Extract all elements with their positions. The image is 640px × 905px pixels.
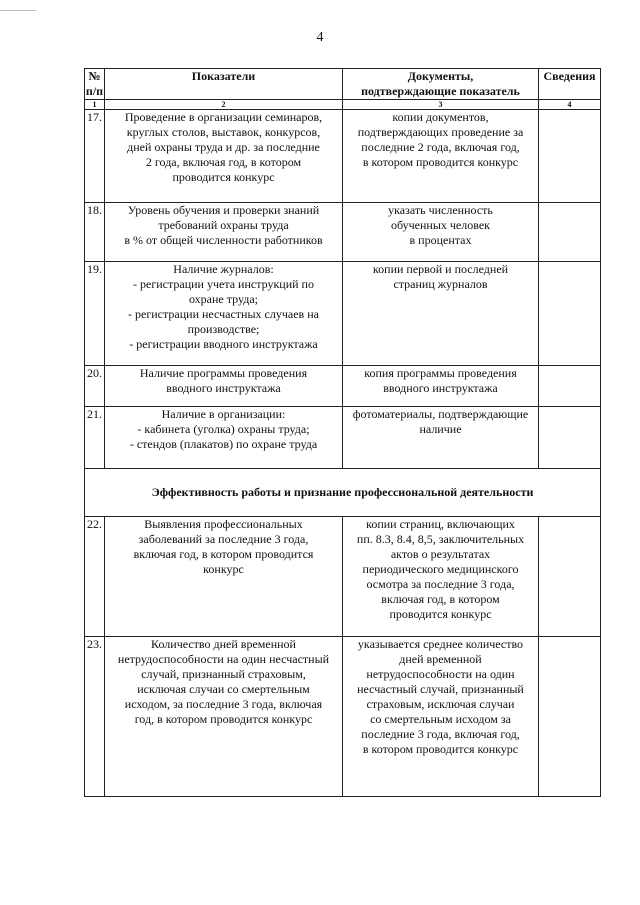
header-documents-line: Документы, [407,69,474,83]
indicator-line: нетрудоспособности на один несчастный [117,652,330,666]
row-number: 23. [85,637,105,797]
indicator-line: - кабинета (уголка) охраны труда; [137,422,310,436]
document-line: нетрудоспособности на один [366,667,515,681]
indicator-line: охране труда; [188,292,259,306]
indicator-line: в % от общей численности работников [124,233,323,247]
indicator-line: Количество дней временной [151,637,296,651]
indicator-cell [105,407,343,469]
indicator-cell [105,262,343,366]
indicator-cell [105,110,343,203]
row-number: 22. [85,517,105,637]
header-info-label: Сведения [543,69,596,83]
document-line: страховым, исключая случаи [366,697,515,711]
col-number: 3 [343,100,539,110]
document-line: последние 3 года, включая год, [361,727,520,741]
indicator-cell [105,366,343,407]
scan-edge-mark [0,10,36,11]
table-header-row [85,69,601,100]
info-cell [539,366,601,407]
info-cell [539,407,601,469]
document-cell [343,262,539,366]
indicator-line: Выявления профессиональных [144,517,303,531]
info-cell [539,110,601,203]
row-number: 19. [85,262,105,366]
document-line: фотоматериалы, подтверждающие [352,407,529,421]
table-row [85,366,601,407]
document-line: периодического медицинского [362,562,519,576]
document-line: в процентах [409,233,472,247]
document-line: указать численность [388,203,493,217]
document-line: дней временной [399,652,482,666]
indicator-line: - регистрации несчастных случаев на [128,307,319,321]
document-line: в котором проводится конкурс [362,742,519,756]
header-num [85,69,105,100]
document-line: страниц журналов [393,277,488,291]
indicator-line: Наличие программы проведения [139,366,308,380]
indicator-line: год, в котором проводится конкурс [134,712,313,726]
indicator-line: требований охраны труда [158,218,289,232]
document-line: включая год, в котором [381,592,500,606]
document-cell [343,517,539,637]
section-row [85,469,601,517]
page-number: 4 [316,30,324,45]
row-number: 18. [85,203,105,262]
table-row [85,517,601,637]
indicator-line: 2 года, включая год, в котором [145,155,302,169]
row-number: 21. [85,407,105,469]
header-info [539,69,601,100]
column-number-row [85,100,601,110]
indicator-line: исходом, за последние 3 года, включая [124,697,323,711]
table-row [85,407,601,469]
document-line: наличие [419,422,462,436]
document-line: проводится конкурс [389,607,492,621]
indicator-line: Проведение в организации семинаров, [124,110,323,124]
col-number: 4 [539,100,601,110]
document-line: со смертельным исходом за [370,712,511,726]
header-documents [343,69,539,100]
document-line: обученных человек [390,218,491,232]
header-indicators-label: Показатели [191,69,256,83]
table-row [85,110,601,203]
info-cell [539,637,601,797]
document-cell [343,203,539,262]
indicator-line: - регистрации вводного инструктажа [129,337,318,351]
indicator-line: вводного инструктажа [166,381,281,395]
indicator-line: производстве; [187,322,260,336]
document-line: пп. 8.3, 8.4, 8,5, заключительных [356,532,525,546]
header-num-line: № [88,69,101,83]
row-number: 17. [85,110,105,203]
document-line: актов о результатах [390,547,491,561]
indicator-line: - регистрации учета инструкций по [133,277,314,291]
indicator-line: Наличие в организации: [161,407,286,421]
indicator-line: заболеваний за последние 3 года, [138,532,309,546]
indicator-cell [105,203,343,262]
indicator-line: круглых столов, выставок, конкурсов, [126,125,321,139]
document-line: несчастный случай, признанный [357,682,524,696]
indicator-line: исключая случаи со смертельным [137,682,310,696]
table-row [85,262,601,366]
info-cell [539,203,601,262]
info-cell [539,262,601,366]
document-line: последние 2 года, включая год, [361,140,520,154]
document-cell [343,366,539,407]
document-line: копия программы проведения [364,366,517,380]
document-line: копии документов, [392,110,489,124]
info-cell [539,517,601,637]
table-row [85,637,601,797]
col-number: 2 [105,100,343,110]
indicator-line: случай, признанный страховым, [141,667,306,681]
indicators-table [84,68,601,797]
indicator-line: - стендов (плакатов) по охране труда [129,437,318,451]
indicator-line: включая год, в котором проводится [133,547,314,561]
indicator-cell [105,517,343,637]
col-number: 1 [85,100,105,110]
indicators-table-wrapper [84,68,600,797]
document-line: подтверждающих проведение за [357,125,524,139]
indicator-line: дней охраны труда и др. за последние [127,140,320,154]
indicator-line: проводится конкурс [172,170,275,184]
document-line: вводного инструктажа [383,381,498,395]
indicator-cell [105,637,343,797]
document-line: указывается среднее количество [357,637,524,651]
header-indicators [105,69,343,100]
document-line: в котором проводится конкурс [362,155,519,169]
indicator-line: Уровень обучения и проверки знаний [127,203,320,217]
document-cell [343,110,539,203]
header-num-line: п/п [85,84,104,98]
document-cell [343,407,539,469]
document-line: копии первой и последней [372,262,509,276]
indicator-line: конкурс [203,562,244,576]
row-number: 20. [85,366,105,407]
document-line: копии страниц, включающих [366,517,515,531]
table-row [85,203,601,262]
indicator-line: Наличие журналов: [173,262,274,276]
document-line: осмотра за последние 3 года, [366,577,515,591]
header-documents-line: подтверждающие показатель [361,84,520,98]
section-title: Эффективность работы и признание профессиональной деятельности [85,469,601,517]
document-cell [343,637,539,797]
